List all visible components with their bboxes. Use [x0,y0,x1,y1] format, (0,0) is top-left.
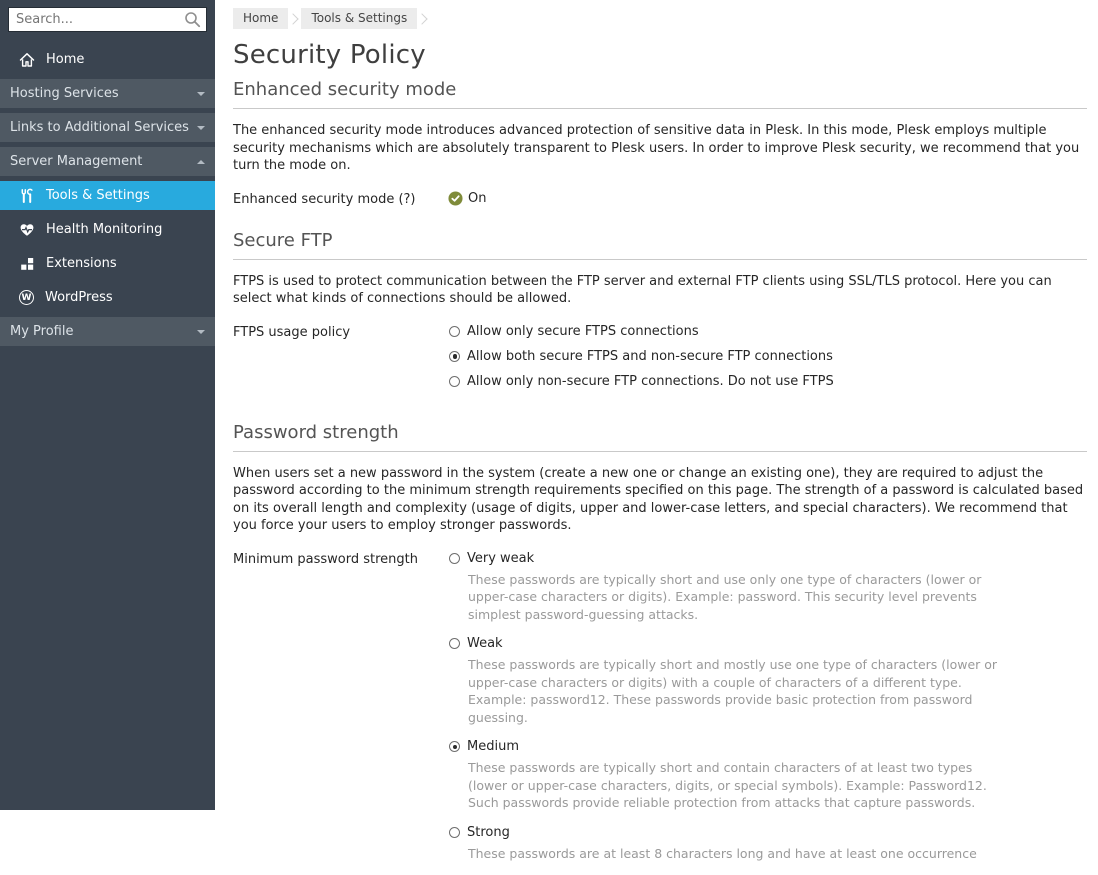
radio-button[interactable] [449,326,460,337]
sidebar-section-label: Links to Additional Services [10,120,189,135]
sidebar-section-my-profile[interactable] [0,317,215,346]
radio-button[interactable] [449,553,460,564]
chevron-down-icon [197,92,205,96]
main-content [215,0,1098,810]
check-circle-icon [448,191,463,206]
sidebar-item-tools-settings[interactable] [0,181,215,210]
section-title-secure-ftp: Secure FTP [233,230,1087,260]
enhanced-security-status [448,191,1087,207]
section-title-enhanced-security: Enhanced security mode [233,79,1087,109]
radio-option-medium[interactable] [448,739,1087,754]
field-label: FTPS usage policy [233,324,448,399]
section-title-password-strength: Password strength [233,422,1087,452]
sidebar-section-hosting-services[interactable] [0,79,215,108]
chevron-down-icon [197,126,205,130]
search-input[interactable] [8,7,207,32]
home-icon [19,52,35,68]
form-row-enhanced-security [233,191,1087,207]
sidebar [0,0,215,810]
radio-option-ftp-only[interactable] [448,374,1087,389]
form-row-ftps-policy [233,324,1087,399]
radio-option-weak[interactable] [448,636,1087,651]
radio-description: These passwords are typically short and use only one type of characters (lower or upper-case characters or digits). Example: password. This security level prevents simplest password-guessing attacks. [468,571,1008,624]
sidebar-nav [0,45,215,346]
breadcrumb [233,8,1087,29]
sidebar-item-home[interactable] [0,45,215,74]
field-label: Minimum password strength [233,551,448,875]
sidebar-section-server-management[interactable] [0,147,215,176]
sidebar-item-label: Tools & Settings [46,188,150,203]
radio-option-strong[interactable] [448,825,1087,840]
breadcrumb-tools-settings[interactable]: Tools & Settings [301,8,417,29]
section-description: When users set a new password in the system (create a new one or change an existing one), they are required to adjust the password according to the minimum strength requirements specified on this page. The strength of a password is calculated based on its overall length and complexity (usage of digits, upper and lower-case letters, and special characters). We recommend that you force your users to employ stronger passwords. [233,465,1087,535]
search-icon[interactable] [184,11,201,28]
chevron-right-icon [417,13,428,24]
sidebar-item-extensions[interactable] [0,249,215,278]
sidebar-item-label: WordPress [45,290,113,305]
page-title: Security Policy [233,40,1087,70]
sidebar-search [0,0,215,32]
form-row-min-password-strength [233,551,1087,875]
radio-label: Strong [467,825,510,840]
sidebar-section-label: Hosting Services [10,86,119,101]
sidebar-item-health-monitoring[interactable] [0,215,215,244]
radio-button[interactable] [449,741,460,752]
field-label: Enhanced security mode (?) [233,191,448,207]
sidebar-item-label: Health Monitoring [46,222,162,237]
sidebar-item-label: Home [46,52,84,67]
radio-button[interactable] [449,351,460,362]
radio-label: Allow only secure FTPS connections [467,324,699,339]
password-strength-radio-group [448,551,1087,875]
extensions-icon [19,256,35,272]
radio-description: These passwords are at least 8 characters long and have at least one occurrence [468,845,1008,863]
section-description: The enhanced security mode introduces advanced protection of sensitive data in Plesk. In this mode, Plesk employs multiple security mechanisms which are absolutely transparent to Plesk users. In order to improve Plesk security, we recommend that you turn the mode on. [233,122,1087,175]
section-description: FTPS is used to protect communication between the FTP server and external FTP clients using SSL/TLS protocol. Here you can select what kinds of connections should be allowed. [233,273,1087,308]
sidebar-section-label: Server Management [10,154,142,169]
radio-label: Weak [467,636,503,651]
sidebar-item-label: Extensions [46,256,117,271]
sidebar-section-label: My Profile [10,324,73,339]
radio-label: Allow only non-secure FTP connections. Do not use FTPS [467,374,834,389]
health-icon [19,222,35,238]
radio-label: Medium [467,739,519,754]
radio-button[interactable] [449,827,460,838]
radio-button[interactable] [449,638,460,649]
sidebar-item-wordpress[interactable] [0,283,215,312]
chevron-right-icon [288,13,299,24]
radio-button[interactable] [449,376,460,387]
status-text: On [468,191,486,206]
chevron-down-icon [197,330,205,334]
chevron-up-icon [197,160,205,164]
ftps-radio-group [448,324,1087,399]
wordpress-icon: W [19,290,34,305]
radio-label: Allow both secure FTPS and non-secure FTP connections [467,349,833,364]
sidebar-section-links-to-additional-services[interactable] [0,113,215,142]
radio-option-ftps-only[interactable] [448,324,1087,339]
radio-label: Very weak [467,551,534,566]
radio-option-ftps-and-ftp[interactable] [448,349,1087,364]
tools-icon [19,188,35,204]
breadcrumb-home[interactable]: Home [233,8,288,29]
radio-description: These passwords are typically short and contain characters of at least two types (lower or upper-case characters, digits, or special symbols). Example: Password12. Such passwords provide reliable protection from attacks that capture passwords. [468,759,1008,812]
radio-option-very-weak[interactable] [448,551,1087,566]
radio-description: These passwords are typically short and mostly use one type of characters (lower or upper-case characters or digits) with a couple of characters of a different type. Example: password12. These passwords provide basic protection from password guessing. [468,656,1008,726]
